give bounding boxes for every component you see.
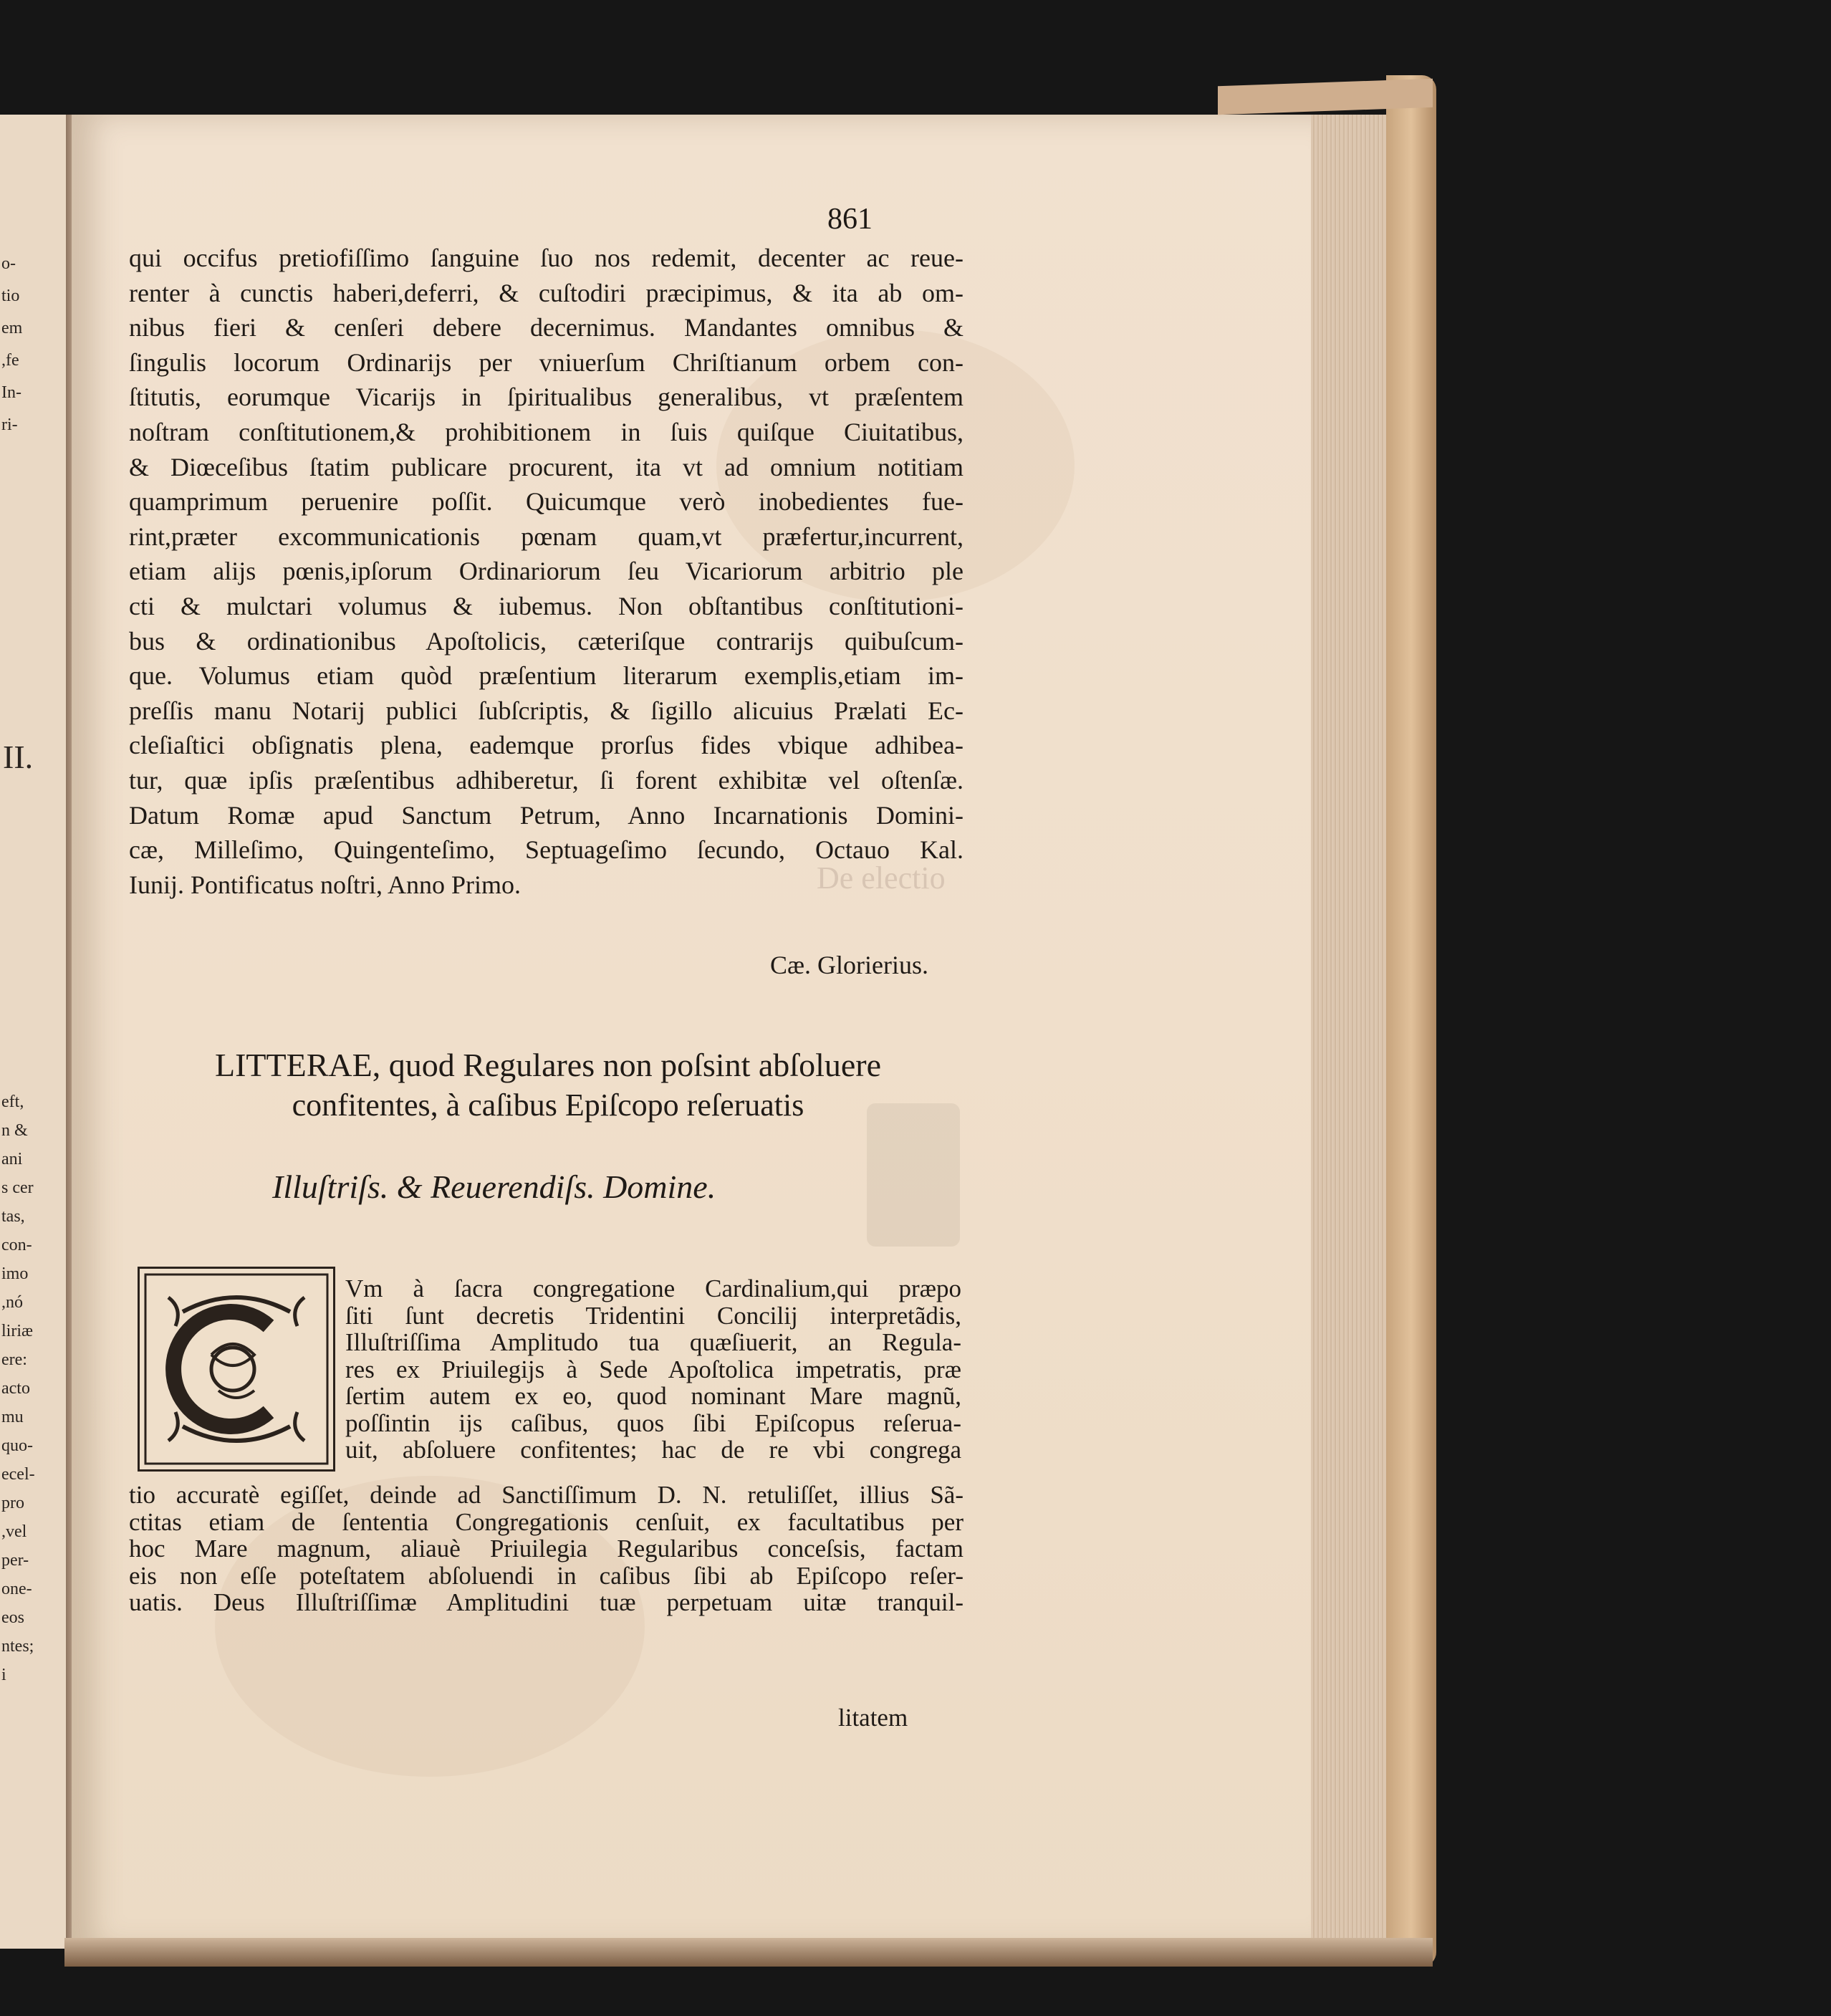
heading-line: LITTERAE, quod Regulares non poſsint abſoluere bbox=[214, 1047, 882, 1083]
left-page-fragment: In- bbox=[1, 383, 21, 402]
text-line: & Diœceſibus ſtatim publicare procurent, ita vt ad omnium notitiam bbox=[129, 452, 963, 481]
text-line: qui occifus pretiofiſſimo ſanguine ſuo nos redemit, decenter ac reue- bbox=[129, 244, 963, 272]
left-page-fragment: ,fe bbox=[1, 351, 19, 370]
text-line: Vm à ſacra congregatione Cardinalium,qui præpo bbox=[345, 1275, 961, 1302]
text-line: eis non eſſe poteſtatem abſoluendi in caſibus ſibi ab Epiſcopo reſer- bbox=[129, 1561, 963, 1590]
text-line: etiam alijs pœnis,ipſorum Ordinariorum ſeu Vicariorum arbitrio ple bbox=[129, 557, 963, 586]
text-line: ſtitutis, eorumque Vicarijs in ſpiritualibus generalibus, vt præſentem bbox=[129, 383, 963, 412]
text-line: quamprimum peruenire poſſit. Quicumque verò inobedientes fue- bbox=[129, 487, 963, 517]
decorated-initial-c bbox=[138, 1267, 335, 1472]
left-page-fragment: ere: bbox=[1, 1350, 27, 1369]
text-line: Illuſtriſſima Amplitudo tua quæſiuerit, an Regula- bbox=[345, 1328, 961, 1356]
left-page-fragment: one- bbox=[1, 1580, 32, 1598]
left-page-fragment: liriæ bbox=[1, 1322, 34, 1340]
left-page-fragment: ani bbox=[1, 1150, 23, 1168]
text-line: ſingulis locorum Ordinarijs per vniuerſum Chriſtianum orbem con- bbox=[129, 347, 963, 377]
book-bottom-edge bbox=[64, 1938, 1433, 1967]
salutation: Illuſtriſs. & Reuerendiſs. Domine. bbox=[272, 1168, 716, 1205]
text-line: rint,præter excommunicationis pœnam quam,vt præfertur,incurrent, bbox=[129, 522, 963, 551]
left-page-fragment: s cer bbox=[1, 1179, 34, 1197]
left-page-fragment: ,vel bbox=[1, 1522, 27, 1541]
heading-line: confitentes, à caſibus Epiſcopo reſeruatis bbox=[292, 1088, 804, 1123]
catchword: litatem bbox=[838, 1704, 908, 1732]
text-line: poſſintin ijs caſibus, quos ſibi Epiſcopus reſerua- bbox=[345, 1408, 961, 1437]
text-line: ſertim autem ex eo, quod nominant Mare magnũ, bbox=[345, 1382, 961, 1410]
show-through-text: De electio bbox=[817, 860, 946, 896]
left-page-fragment: imo bbox=[1, 1264, 29, 1283]
left-page-fragment: mu bbox=[1, 1408, 24, 1426]
show-through-ornament bbox=[867, 1103, 960, 1247]
bull-text-block bbox=[129, 241, 963, 902]
fore-edge bbox=[1311, 115, 1390, 1949]
left-page-fragment: eos bbox=[1, 1608, 24, 1627]
text-line: bus & ordinationibus Apoſtolicis, cæteriſque contrarijs quibuſcum- bbox=[129, 626, 963, 656]
text-line: que. Volumus etiam quòd præſentium literarum exemplis,etiam im- bbox=[129, 661, 963, 691]
left-page-fragment: i bbox=[1, 1666, 6, 1684]
text-line: preſſis manu Notarij publici ſubſcriptis, & ſigillo alicuius Prælati Ec- bbox=[129, 696, 963, 725]
signature: Cæ. Glorierius. bbox=[770, 951, 928, 979]
left-page-fragment: eft, bbox=[1, 1093, 24, 1111]
text-line: uit, abſoluere confitentes; hac de re vbi congrega bbox=[345, 1436, 961, 1464]
text-line: ſiti ſunt decretis Tridentini Concilij interpretãdis, bbox=[345, 1301, 961, 1330]
text-line: noſtram conſtitutionem,& prohibitionem in ſuis quiſque Ciuitatibus, bbox=[129, 417, 963, 446]
text-line: cæ, Milleſimo, Quingenteſimo, Septuageſimo ſecundo, Octauo Kal. bbox=[129, 835, 963, 865]
left-page-fragment: tas, bbox=[1, 1207, 25, 1226]
left-page-fragment: n & bbox=[1, 1121, 28, 1140]
text-line: res ex Priuilegijs à Sede Apoſtolica impetratis, præ bbox=[345, 1355, 961, 1383]
text-line: tur, quæ ipſis præſentibus adhiberetur, ſi forent exhibitæ vel oſtenſæ. bbox=[129, 765, 963, 795]
left-page-fragment: ri- bbox=[1, 416, 18, 434]
left-page-fragment: acto bbox=[1, 1379, 30, 1398]
text-line: Datum Romæ apud Sanctum Petrum, Anno Incarnationis Domini- bbox=[129, 800, 963, 830]
left-page-fragment: em bbox=[1, 319, 23, 337]
text-line: Iunij. Pontificatus noſtri, Anno Primo. bbox=[129, 870, 521, 899]
text-line: ctitas etiam de ſententia Congregationis cenſuit, ex facultatibus per bbox=[129, 1507, 963, 1536]
page-number: 861 bbox=[827, 203, 873, 236]
section-heading bbox=[129, 1046, 967, 1123]
left-page-fragment: ntes; bbox=[1, 1637, 34, 1656]
left-page-fragment: ,nó bbox=[1, 1293, 23, 1312]
book-cover-edge bbox=[1386, 75, 1436, 1967]
letter-full-block bbox=[129, 1482, 963, 1616]
text-line: nibus fieri & cenſeri debere decernimus. Mandantes omnibus & bbox=[129, 313, 963, 342]
left-page-fragment: quo- bbox=[1, 1436, 33, 1455]
left-page-fragment: ecel- bbox=[1, 1465, 35, 1484]
text-line: cleſiaſtici obſignatis plena, eademque prorſus fides vbique adhibea- bbox=[129, 731, 963, 760]
left-page-fragment: pro bbox=[1, 1494, 24, 1512]
left-page-fragment: o- bbox=[1, 254, 16, 273]
text-line: hoc Mare magnum, aliauè Priuilegia Regularibus conceſsis, factam bbox=[129, 1535, 963, 1563]
letter-indented-block bbox=[345, 1275, 961, 1464]
left-page-fragment: con- bbox=[1, 1236, 32, 1254]
left-page-numeral: II. bbox=[3, 739, 34, 775]
floral-initial-icon bbox=[140, 1269, 333, 1469]
left-page-fragment: per- bbox=[1, 1551, 29, 1570]
text-line: renter à cunctis haberi,deferri, & cuſtodiri præcipimus, & ita ab om- bbox=[129, 278, 963, 307]
text-line: tio accuratè egiſſet, deinde ad Sanctiſſimum D. N. retuliſſet, illius Sã- bbox=[129, 1481, 963, 1509]
text-line: uatis. Deus Illuſtriſſimæ Amplitudini tuæ perpetuam uitæ tranquil- bbox=[129, 1588, 963, 1616]
left-page bbox=[0, 115, 68, 1949]
left-page-fragment: tio bbox=[1, 287, 20, 305]
text-line: cti & mulctari volumus & iubemus. Non obſtantibus conſtitutioni- bbox=[129, 591, 963, 620]
